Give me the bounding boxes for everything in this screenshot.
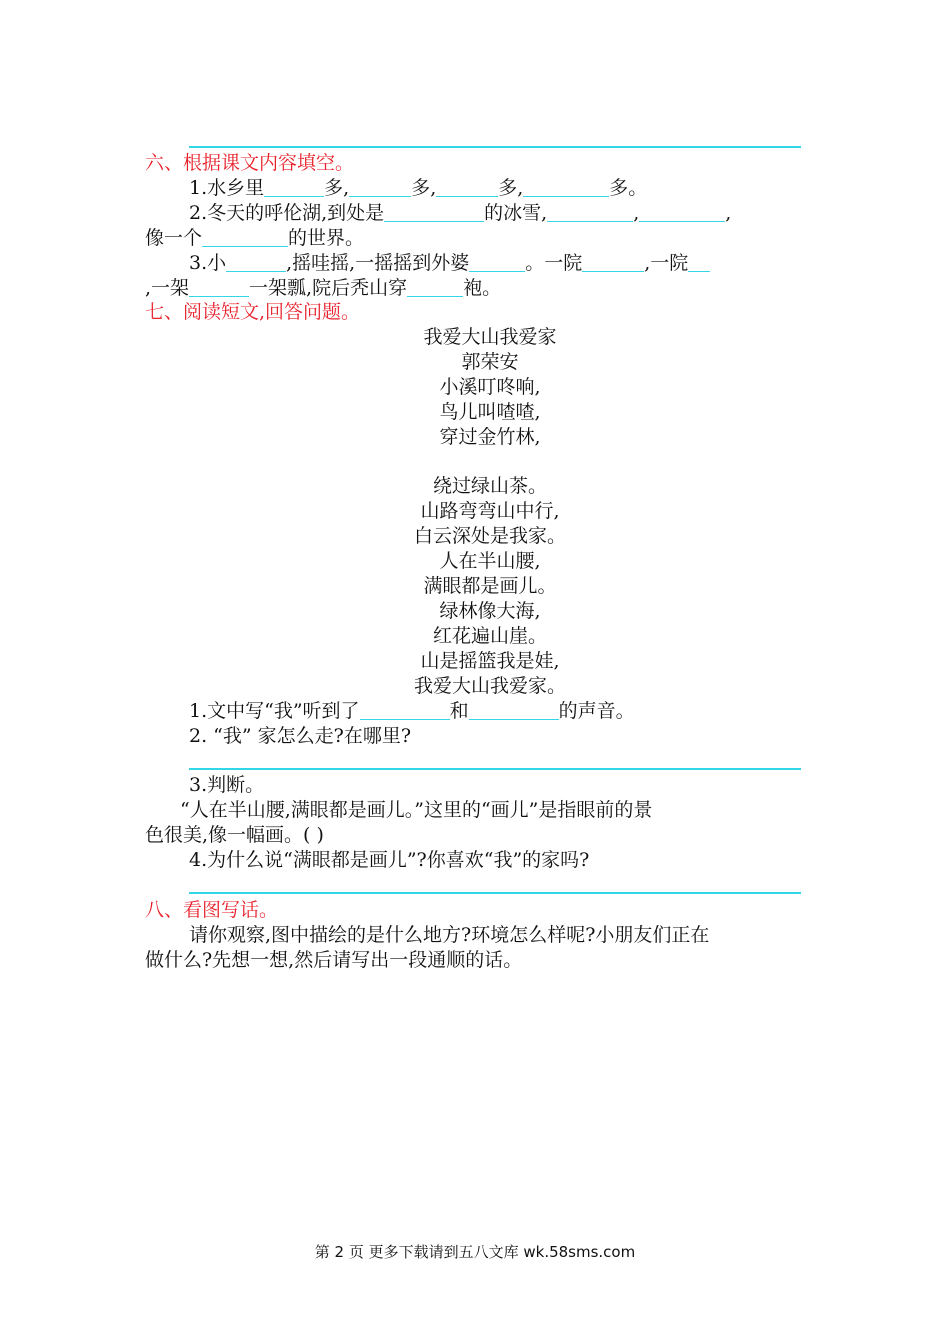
- poem-line: 小溪叮咚响,: [439, 376, 541, 398]
- poem-title: 我爱大山我爱家: [423, 326, 557, 348]
- fill-blank[interactable]: [202, 228, 288, 247]
- section7-q3-title: 3.判断。: [189, 774, 265, 796]
- section7-q3-line2: 色很美,像一幅画。( ): [145, 824, 324, 846]
- section7-q3-line1: “人在半山腰,满眼都是画儿。”这里的“画儿”是指眼前的景: [180, 799, 653, 821]
- poem-line: 满眼都是画儿。: [423, 575, 557, 597]
- answer-line[interactable]: [189, 768, 801, 770]
- section6-q2-line1: 2.冬天的呼伦湖,到处是 的冰雪, , ,: [189, 202, 732, 224]
- poem-line: 绿林像大海,: [439, 600, 541, 622]
- fill-blank[interactable]: [349, 178, 411, 197]
- poem-line: 鸟儿叫喳喳,: [439, 401, 541, 423]
- fill-blank[interactable]: [469, 253, 525, 272]
- section6-q3-line2: ,一架 一架瓢,院后秃山穿 袍。: [145, 277, 502, 299]
- section7-title: 七、阅读短文,回答问题。: [145, 301, 361, 323]
- fill-blank[interactable]: [547, 203, 633, 222]
- section6-q3-line1: 3.小 ,摇哇摇,一摇摇到外婆 。一院 ,一院: [189, 251, 710, 275]
- poem-line: 红花遍山崖。: [432, 625, 547, 647]
- poem-line: 我爱大山我爱家。: [413, 675, 566, 697]
- section6-title: 六、根据课文内容填空。: [145, 152, 355, 174]
- section8-line1: 请你观察,图中描绘的是什么地方?环境怎么样呢?小朋友们正在: [189, 924, 710, 946]
- section6-q2-line2: 像一个 的世界。: [145, 227, 365, 249]
- poem-line: 白云深处是我家。: [413, 525, 566, 547]
- poem-line: 穿过金竹林,: [439, 426, 541, 448]
- section7-q4: 4.为什么说“满眼都是画儿”?你喜欢“我”的家吗?: [189, 849, 590, 871]
- fill-blank[interactable]: [360, 701, 450, 720]
- fill-blank[interactable]: [523, 178, 609, 197]
- poem-author: 郭荣安: [461, 351, 519, 373]
- fill-blank[interactable]: [189, 278, 249, 297]
- fill-blank[interactable]: [384, 203, 484, 222]
- poem-line: 山是摇篮我是娃,: [420, 650, 560, 672]
- fill-blank[interactable]: [226, 253, 286, 272]
- section6-q1: 1.水乡里 多, 多, 多, 多。: [189, 177, 648, 199]
- fill-blank[interactable]: [582, 253, 644, 272]
- fill-blank[interactable]: [407, 278, 463, 297]
- page-footer: 第 2 页 更多下载请到五八文库 wk.58sms.com: [314, 1243, 636, 1261]
- section7-q1: 1.文中写“我”听到了 和 的声音。: [189, 700, 635, 722]
- poem-line: 山路弯弯山中行,: [420, 500, 560, 522]
- poem-line: 人在半山腰,: [439, 550, 541, 572]
- answer-line[interactable]: [189, 892, 801, 894]
- fill-blank[interactable]: [469, 701, 559, 720]
- answer-line: [189, 146, 801, 148]
- poem-line: 绕过绿山茶。: [432, 475, 547, 497]
- fill-blank[interactable]: [264, 178, 324, 197]
- fill-blank[interactable]: [436, 178, 498, 197]
- section8-line2: 做什么?先想一想,然后请写出一段通顺的话。: [145, 949, 523, 971]
- section7-q2: 2. “我” 家怎么走?在哪里?: [189, 725, 412, 747]
- fill-blank[interactable]: [639, 203, 725, 222]
- fill-blank[interactable]: [688, 253, 710, 272]
- section8-title: 八、看图写话。: [145, 899, 279, 921]
